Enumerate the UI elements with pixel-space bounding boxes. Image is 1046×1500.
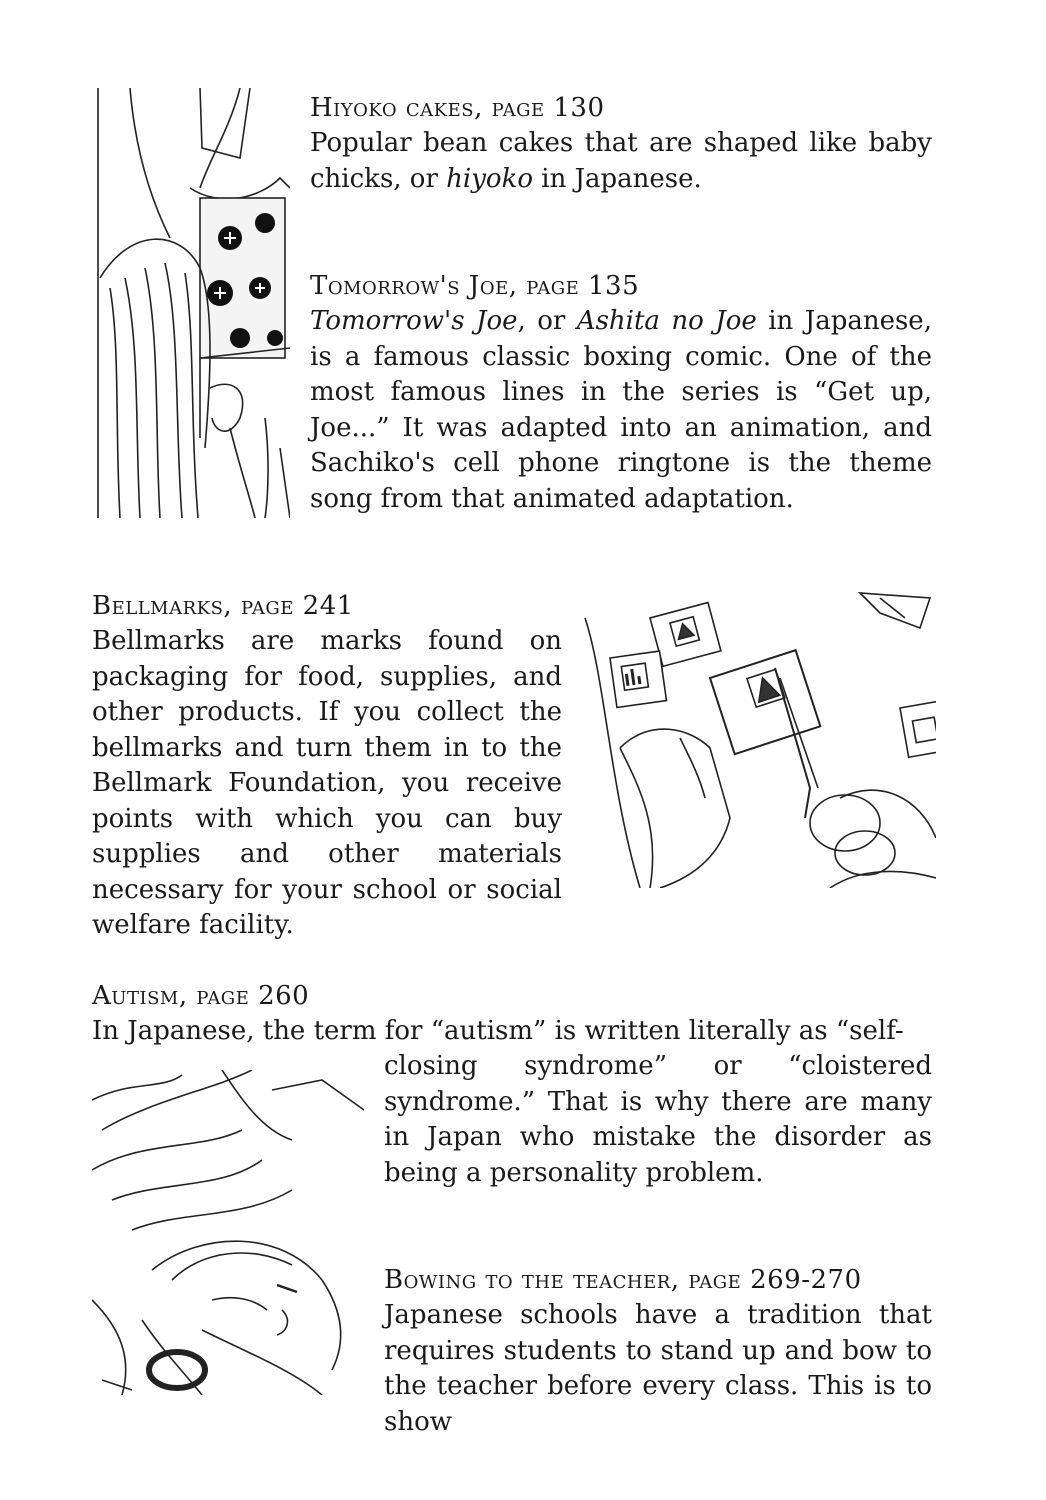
note-body: Japanese schools have a tradition that requires students to stand up and bow to the teacher before every class. This is to show	[384, 1300, 932, 1437]
note-autism	[92, 978, 932, 1050]
illustration-embracing-characters	[92, 1070, 364, 1395]
note-heading: Hiyoko cakes, page 130	[310, 93, 605, 123]
note-body: Bellmarks are marks found on packaging for food, supplies, and other products. If you collect the bellmarks and turn them in to the Bellmark Foundation, you receive points with which you can buy supplies and other materials necessary for your school or social welfare facility.	[92, 626, 562, 940]
note-body: closing syndrome” or “cloistered syndrome.” That is why there are many in Japan who mistake the disorder as being a personality problem.	[384, 1051, 932, 1188]
note-bowing-to-teacher	[384, 1262, 932, 1440]
note-heading: Tomorrow's Joe, page 135	[310, 271, 640, 301]
note-bellmarks	[92, 588, 562, 944]
note-body-first-line: In Japanese, the term for “autism” is written literally as “self-	[92, 1016, 904, 1046]
note-heading: Bowing to the teacher, page 269-270	[384, 1265, 862, 1295]
illustration-two-girls	[90, 88, 290, 518]
note-body: Popular bean cakes that are shaped like baby chicks, or hiyoko in Japanese.	[310, 128, 932, 194]
note-heading: Autism, page 260	[92, 981, 310, 1011]
note-body: Tomorrow's Joe, or Ashita no Joe in Japanese, is a famous classic boxing comic. One of the most famous lines in the series is “Get up, Joe...” It was adapted into an animation, and Sachiko's cell phone ringtone is the theme song from that animated adaptation.	[310, 306, 932, 514]
note-heading: Bellmarks, page 241	[92, 591, 354, 621]
note-autism-continued	[384, 1049, 932, 1191]
illustration-hands-cutting-bellmarks	[580, 588, 936, 888]
note-tomorrows-joe	[310, 268, 932, 517]
note-hiyoko-cakes	[310, 90, 932, 197]
